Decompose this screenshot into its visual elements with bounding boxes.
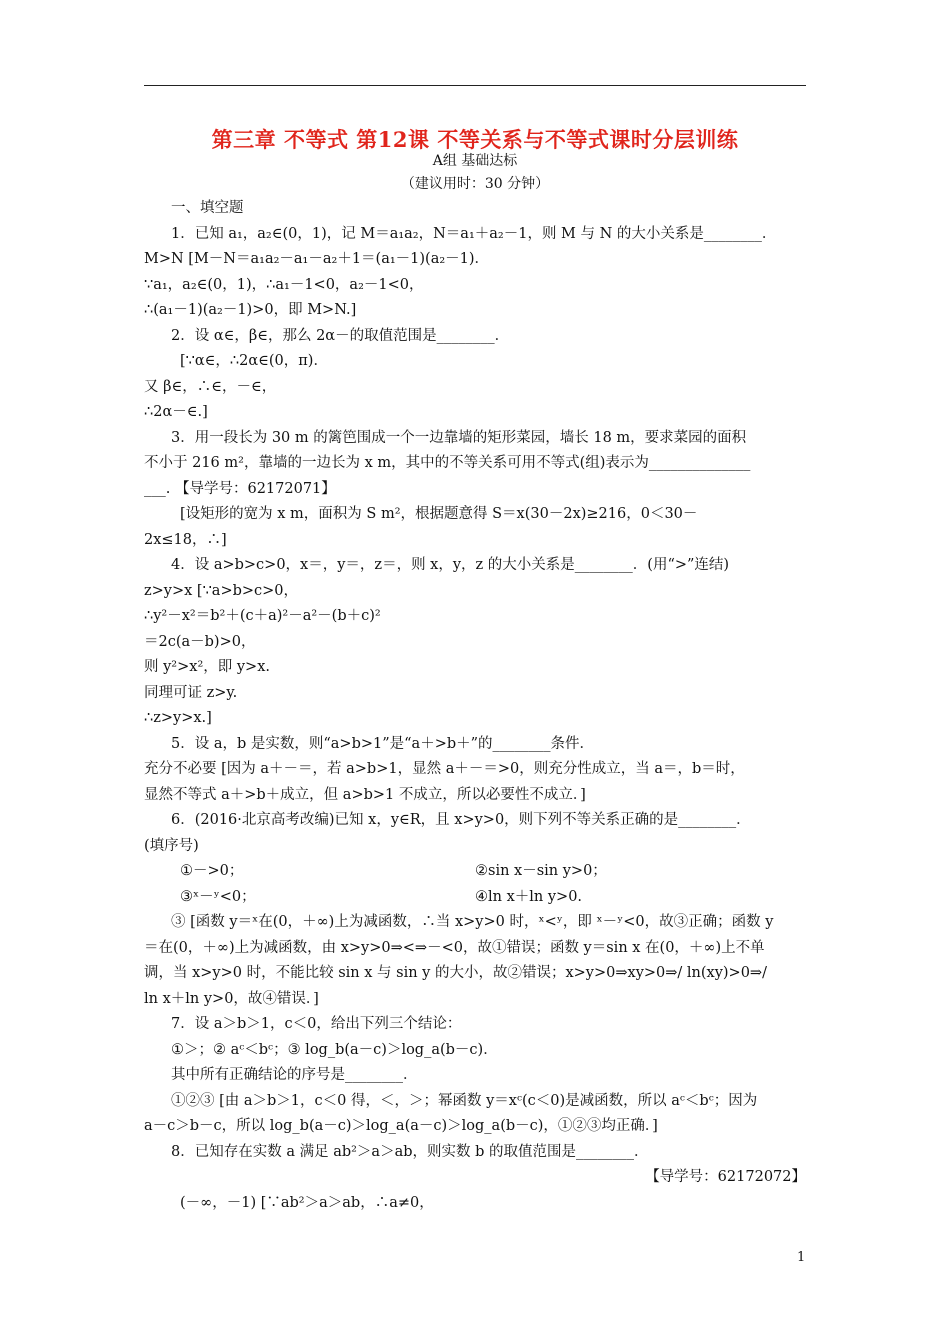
text-line: 1．已知 a₁，a₂∈(0，1)，记 M＝a₁a₂，N＝a₁＋a₂－1，则 M 与 N 的大小关系是________．: [171, 225, 777, 242]
text-line: 【导学号：62172072】: [645, 1169, 806, 1185]
option-left: ①－>0；: [180, 863, 244, 879]
text-line: 3．用一段长为 30 m 的篱笆围成一个一边靠墙的矩形菜园，墙长 18 m，要求菜园的面积: [171, 429, 747, 446]
body-lines-part2: [144, 910, 806, 1216]
text-line: ∴y²－x²＝b²＋(c＋a)²－a²－(b＋c)²: [144, 608, 381, 624]
text-line: ①＞；② aᶜ＜bᶜ；③ log_b(a－c)＞log_a(b－c)．: [171, 1041, 498, 1058]
text-line: 同理可证 z>y.: [144, 684, 238, 701]
text-line: 显然不等式 a＋>b＋成立，但 a>b>1 不成立，所以必要性不成立．]: [144, 786, 586, 803]
text-line: 4．设 a>b>c>0，x＝，y＝，z＝，则 x，y，z 的大小关系是________．(用“>”连结): [171, 557, 730, 573]
text-line: 5．设 a，b 是实数，则“a>b>1”是“a＋>b＋”的________条件．: [171, 735, 595, 752]
option-right: ②sin x－sin y>0；: [475, 863, 607, 879]
text-line: 又 β∈，∴∈，－∈，: [144, 378, 277, 395]
answer-options: [144, 859, 806, 910]
text-line: 充分不必要 [因为 a＋－＝，若 a>b>1，显然 a＋－＝>0，则充分性成立，当 a＝，b＝时，: [144, 761, 745, 777]
top-rule: [144, 85, 806, 86]
text-line: ①②③ [由 a＞b＞1，c＜0 得，＜，＞；幂函数 y＝xᶜ(c＜0)是减函数，所以 aᶜ＜bᶜ；因为: [171, 1092, 758, 1109]
group-label: A组 基础达标: [432, 153, 518, 169]
text-line: 6．(2016·北京高考改编)已知 x，y∈R，且 x>y>0，则下列不等关系正确的是________．: [171, 812, 751, 828]
text-line: 8．已知存在实数 a 满足 ab²＞a＞ab，则实数 b 的取值范围是________．: [171, 1143, 649, 1160]
text-line: [设矩形的宽为 x m，面积为 S m²，根据题意得 S＝x(30－2x)≥216，0＜30－: [180, 506, 698, 522]
text-line: 其中所有正确结论的序号是________．: [171, 1067, 418, 1083]
text-line: a－c＞b－c，所以 log_b(a－c)＞log_a(a－c)＞log_a(b－c)，①②③均正确．]: [144, 1118, 658, 1134]
text-line: 一、填空题: [171, 200, 244, 216]
text-line: ∵a₁，a₂∈(0，1)，∴a₁－1<0，a₂－1<0，: [144, 276, 424, 293]
text-line: 调，当 x>y>0 时，不能比较 sin x 与 sin y 的大小，故②错误；x>y>0⇒xy>0⇒/ ln(xy)>0⇒/: [144, 965, 767, 981]
body-lines-part1: [144, 196, 806, 859]
time-hint: （建议用时：30 分钟）: [400, 176, 550, 192]
option-left: ③ˣ－ʸ<0；: [180, 888, 256, 905]
text-line: [∵α∈，∴2α∈(0，π)．: [180, 353, 328, 369]
text-line: ③ [函数 y＝ˣ在(0，＋∞)上为减函数，∴当 x>y>0 时，ˣ<ʸ，即 ˣ－ʸ<0，故③正确；函数 y: [171, 914, 774, 930]
text-line: ln x＋ln y>0，故④错误．]: [144, 990, 319, 1007]
text-line: 则 y²>x²，即 y>x.: [144, 659, 270, 675]
text-line: ＝2c(a－b)>0，: [144, 633, 256, 650]
text-line: ___. 【导学号：62172071】: [144, 480, 336, 497]
text-line: ＝在(0，＋∞)上为减函数，由 x>y>0⇒<⇒－<0，故①错误；函数 y＝sin x 在(0，＋∞)上不单: [144, 939, 765, 956]
text-line: ∴2α－∈.]: [144, 404, 208, 420]
page-number: 1: [797, 1250, 806, 1265]
document-title: 第三章 不等式 第12课 不等关系与不等式课时分层训练: [211, 127, 739, 152]
text-line: 7．设 a＞b＞1，c＜0，给出下列三个结论：: [171, 1016, 462, 1032]
text-line: 2x≤18，∴]: [144, 531, 227, 548]
text-line: ∴(a₁－1)(a₂－1)>0，即 M>N.]: [144, 302, 357, 318]
document-body: [144, 196, 806, 1216]
text-line: (填序号): [144, 837, 199, 854]
text-line: z>y>x [∵a>b>c>0，: [144, 582, 299, 599]
option-row: [144, 885, 806, 911]
option-right: ④ln x＋ln y>0.: [475, 888, 583, 905]
text-line: M>N [M－N＝a₁a₂－a₁－a₂＋1＝(a₁－1)(a₂－1)．: [144, 251, 490, 267]
text-line: (－∞，－1) [∵ab²＞a＞ab，∴a≠0，: [180, 1194, 434, 1211]
option-row: [144, 859, 806, 885]
text-line: ∴z>y>x.]: [144, 710, 212, 726]
text-line: 2．设 α∈，β∈，那么 2α－的取值范围是________．: [171, 327, 510, 344]
text-line: 不小于 216 m²，靠墙的一边长为 x m，其中的不等关系可用不等式(组)表示为______________: [144, 455, 751, 471]
